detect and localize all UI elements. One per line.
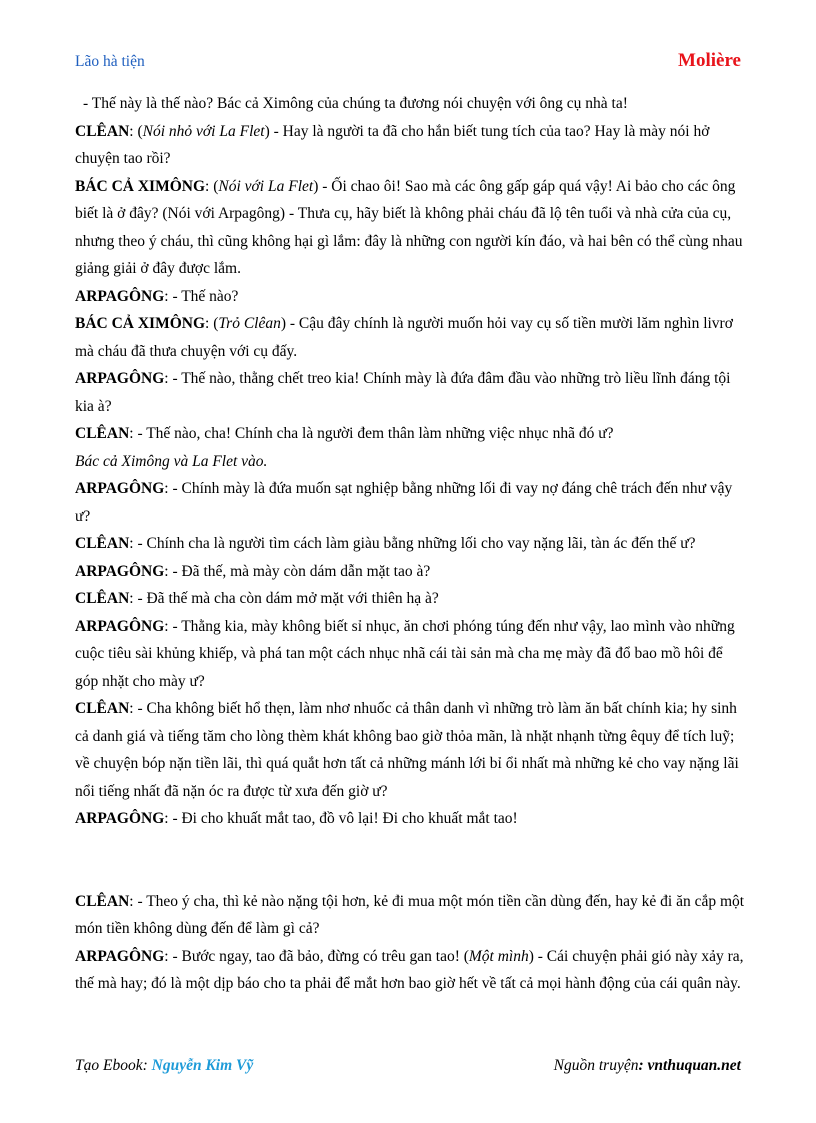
paragraph-spacer — [75, 833, 747, 888]
dialogue-text: ) - Cái chuyện phải gió này xảy ra, thế mà hay; đó là một dịp báo cho ta phải để mắt hơn bao giờ hết về tất cả mọi hành động của cái quân này. — [75, 947, 744, 992]
dialogue-text: - Thế nào? — [168, 287, 239, 305]
dialogue-paragraph — [75, 310, 747, 365]
speaker-name: CLÊAN — [75, 590, 130, 607]
dialogue-text: ) - Cậu đây chính là người muốn hỏi vay cụ số tiền mười lăm nghìn livrơ mà cháu đã thưa chuyện với cụ đấy. — [75, 315, 733, 360]
source-credit-sep: : — [638, 1057, 648, 1074]
dialogue-text: - Thằng kia, mày không biết sỉ nhục, ăn chơi phóng túng đến như vậy, lao mình vào những cuộc tiêu sài khủng khiếp, và phá tan một cách nhục nhã cái tài sản mà cha mẹ mày đã đổ bao mồ hôi để góp nhặt cho mày ư? — [75, 617, 735, 690]
speaker-name: ARPAGÔNG — [75, 480, 165, 497]
dialogue-paragraph — [75, 613, 747, 696]
speaker-name: CLÊAN — [75, 700, 130, 717]
speaker-separator: : — [164, 287, 169, 305]
dialogue-paragraph — [75, 585, 747, 613]
speaker-separator: : — [164, 810, 169, 827]
stage-direction: Một mình — [468, 947, 529, 965]
speaker-name: CLÊAN — [75, 122, 130, 140]
speaker-name: ARPAGÔNG — [75, 810, 165, 827]
speaker-name: ARPAGÔNG — [75, 947, 165, 965]
speaker-separator: : — [129, 425, 134, 442]
stage-direction: Nói nhỏ với La Flet — [142, 122, 265, 140]
speaker-name: CLÊAN — [75, 535, 130, 552]
dialogue-text: - Theo ý cha, thì kẻ nào nặng tội hơn, kẻ đi mua một món tiền cần dùng đến, hay kẻ đi ăn cắp một món tiền không dùng đến để làm gì cả? — [75, 892, 745, 937]
speaker-name: BÁC CẢ XIMÔNG — [75, 315, 206, 332]
dialogue-text: - Đã thế mà cha còn dám mở mặt với thiên hạ à? — [133, 590, 439, 607]
dialogue-paragraph — [75, 365, 747, 420]
dialogue-text: ( — [209, 177, 219, 195]
dialogue-text: - Thế này là thế nào? Bác cả Ximông của chúng ta đương nói chuyện với ông cụ nhà ta! — [83, 95, 628, 112]
speaker-separator: : — [164, 370, 169, 387]
source-credit-label: Nguồn truyện — [553, 1057, 639, 1074]
speaker-name: ARPAGÔNG — [75, 370, 165, 387]
dialogue-text: - Chính mày là đứa muốn sạt nghiệp bằng những lối đi vay nợ đáng chê trách đến như vậy ư? — [75, 480, 733, 525]
stage-direction: Trỏ Clêan — [218, 315, 281, 332]
dialogue-paragraph — [75, 90, 747, 118]
author-name: Molière — [678, 50, 741, 71]
dialogue-paragraph — [75, 173, 747, 283]
ebook-credit — [75, 1057, 253, 1075]
dialogue-paragraph — [75, 888, 747, 943]
dialogue-paragraph — [75, 695, 747, 805]
dialogue-text: - Đã thế, mà mày còn dám dẫn mặt tao à? — [168, 562, 431, 580]
dialogue-paragraph — [75, 943, 747, 998]
dialogue-text: ( — [133, 122, 143, 140]
speaker-separator: : — [129, 535, 134, 552]
source-credit — [554, 1057, 741, 1075]
speaker-name: ARPAGÔNG — [75, 287, 165, 305]
dialogue-body — [75, 90, 747, 998]
source-site: vnthuquan.net — [647, 1057, 741, 1074]
speaker-separator: : — [129, 700, 134, 717]
dialogue-text: - Thế nào, cha! Chính cha là người đem thân làm những việc nhục nhã đó ư? — [133, 425, 614, 442]
dialogue-paragraph — [75, 420, 747, 448]
stage-direction: Bác cả Ximông và La Flet vào. — [75, 452, 268, 470]
speaker-separator: : — [164, 617, 169, 635]
speaker-name: CLÊAN — [75, 425, 130, 442]
dialogue-text: ) - Hay là người ta đã cho hắn biết tung tích của tao? Hay là mày nói hở chuyện tao rồi? — [75, 122, 710, 167]
book-title: Lão hà tiện — [75, 53, 145, 70]
dialogue-paragraph — [75, 530, 747, 558]
dialogue-text: - Chính cha là người tìm cách làm giàu bằng những lối cho vay nặng lãi, tàn ác đến thế ư? — [133, 535, 696, 552]
ebook-credit-sep: : — [142, 1057, 152, 1074]
speaker-separator: : — [129, 892, 134, 910]
speaker-separator: : — [129, 590, 134, 607]
speaker-separator: : — [205, 315, 210, 332]
dialogue-paragraph — [75, 118, 747, 173]
dialogue-text: - Cha không biết hổ thẹn, làm nhơ nhuốc cả thân danh vì những trò làm ăn bất chính kia; hy sinh cả danh giá và tiếng tăm cho lòng thèm khát không bao giờ thỏa mãn, là nhặt nhạnh từng êquy để tích luỹ; về chuyện bóp nặn tiền lãi, thì quá quắt hơn tất cả những mánh lới bỉ ổi nhất mà những kẻ cho vay nặng lãi nổi tiếng nhất đã nặn óc ra được từ xưa đến giờ ư? — [75, 700, 739, 800]
ebook-creator-name: Nguyễn Kim Vỹ — [151, 1057, 254, 1074]
ebook-credit-label: Tạo Ebook — [75, 1057, 143, 1074]
stage-direction: Nói với La Flet — [218, 177, 314, 195]
speaker-separator: : — [205, 177, 210, 195]
dialogue-paragraph — [75, 558, 747, 586]
dialogue-paragraph — [75, 448, 747, 476]
speaker-name: CLÊAN — [75, 892, 130, 910]
speaker-separator: : — [129, 122, 134, 140]
dialogue-text: - Thế nào, thằng chết treo kia! Chính mày là đứa đâm đầu vào những trò liều lĩnh đáng tội kia à? — [75, 370, 731, 415]
speaker-name: ARPAGÔNG — [75, 617, 165, 635]
speaker-separator: : — [164, 562, 169, 580]
dialogue-text: - Đi cho khuất mắt tao, đồ vô lại! Đi cho khuất mắt tao! — [168, 810, 518, 827]
speaker-separator: : — [164, 947, 169, 965]
speaker-separator: : — [164, 480, 169, 497]
dialogue-text: ( — [209, 315, 219, 332]
dialogue-paragraph — [75, 283, 747, 311]
speaker-name: ARPAGÔNG — [75, 562, 165, 580]
dialogue-text: - Bước ngay, tao đã bảo, đừng có trêu gan tao! ( — [168, 947, 469, 965]
dialogue-paragraph — [75, 475, 747, 530]
speaker-name: BÁC CẢ XIMÔNG — [75, 177, 206, 195]
dialogue-paragraph — [75, 805, 747, 833]
dialogue-text: ) - Ối chao ôi! Sao mà các ông gấp gáp quá vậy! Ai bảo cho các ông biết là ở đây? (Nói với Arpagông) - Thưa cụ, hãy biết là không phải cháu đã lộ tên tuổi và nhà cửa của cụ, nhưng theo ý cháu, thì cũng không hại gì lắm: đây là những con người kín đáo, và hai bên có thể cùng nhau giảng giải ở đây được lắm. — [75, 177, 743, 277]
